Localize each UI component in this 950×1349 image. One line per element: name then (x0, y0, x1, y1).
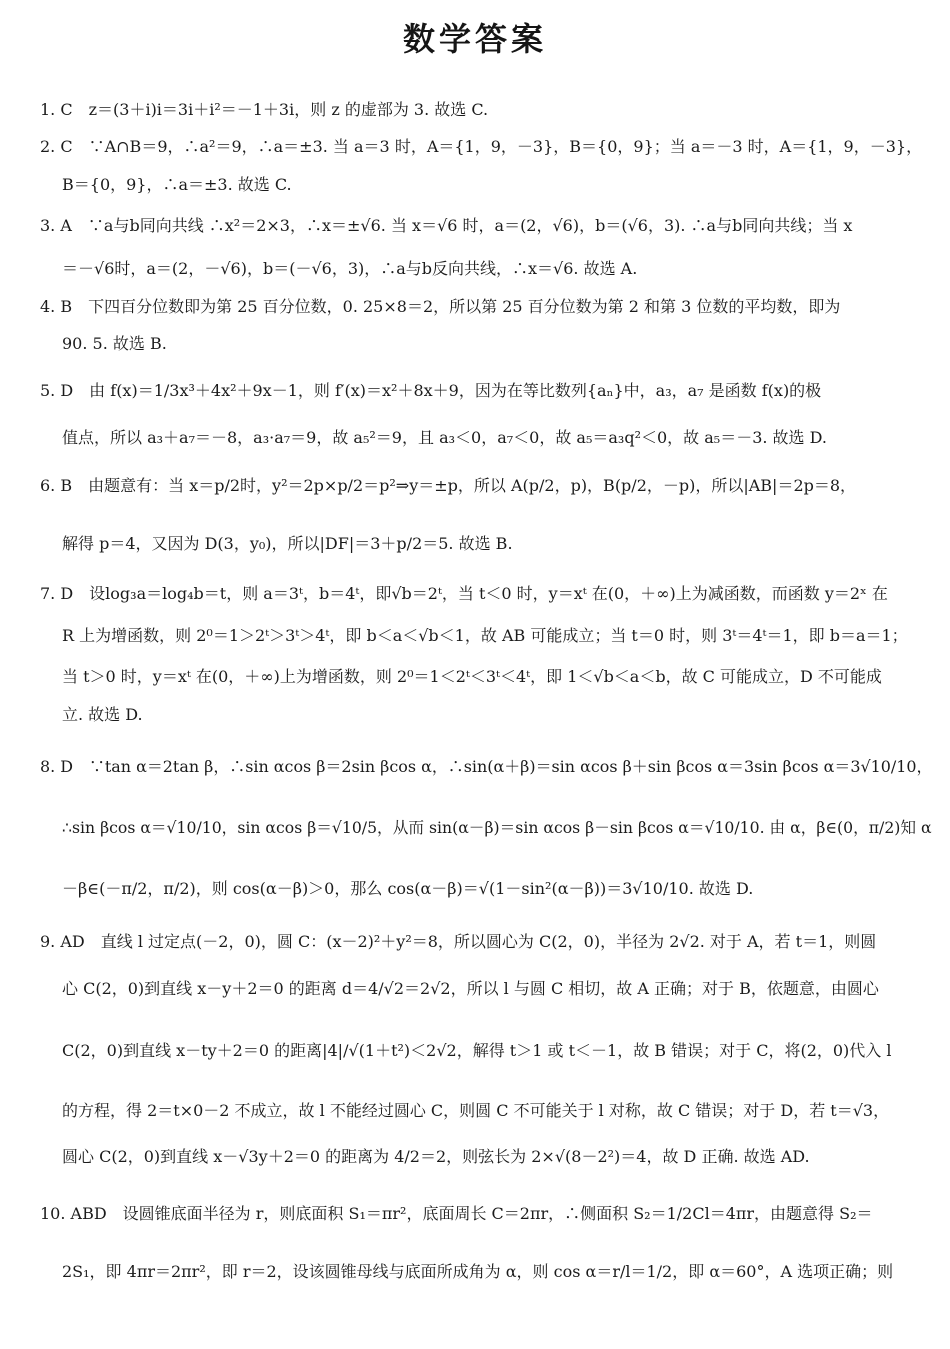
answer-3-line-2: ＝－√6时，a＝(2，－√6)，b＝(－√6，3)，∴a与b反向共线，∴x＝√6. 故选 A. (62, 259, 638, 278)
answer-9-line-3: C(2，0)到直线 x－ty＋2＝0 的距离|4|/√(1＋t²)＜2√2，解得 t＞1 或 t＜－1，故 B 错误；对于 C，将(2，0)代入 l (62, 1041, 892, 1060)
answer-7-line-1: 7. D 设log₃a＝log₄b＝t，则 a＝3ᵗ，b＝4ᵗ，即√b＝2ᵗ，当 t＜0 时，y＝xᵗ 在(0，＋∞)上为减函数，而函数 y＝2ˣ 在 (40, 584, 888, 603)
answer-8-line-2: ∴sin βcos α＝√10/10，sin αcos β＝√10/5，从而 sin(α－β)＝sin αcos β－sin βcos α＝√10/10. 由 α，β∈(0，π/2)知 α (62, 818, 932, 837)
answer-8-line-1: 8. D ∵tan α＝2tan β，∴sin αcos β＝2sin βcos α，∴sin(α＋β)＝sin αcos β＋sin βcos α＝3sin βcos α＝3√10/10， (40, 757, 933, 776)
answer-10-line-2: 2S₁，即 4πr＝2πr²，即 r＝2，设该圆锥母线与底面所成角为 α，则 cos α＝r/l＝1/2，即 α＝60°，A 选项正确；则 (62, 1262, 894, 1281)
answer-3-line-1: 3. A ∵a与b同向共线 ∴x²＝2×3，∴x＝±√6. 当 x＝√6 时，a＝(2，√6)，b＝(√6，3). ∴a与b同向共线；当 x (40, 216, 853, 235)
answer-2-line-1: 2. C ∵A∩B＝9，∴a²＝9，∴a＝±3. 当 a＝3 时，A＝{1，9，－3}，B＝{0，9}；当 a＝－3 时，A＝{1，9，－3}， (40, 137, 923, 156)
answer-7-line-4: 立. 故选 D. (62, 705, 143, 724)
answer-9-line-5: 圆心 C(2，0)到直线 x－√3y＋2＝0 的距离为 4/2＝2，则弦长为 2×√(8－2²)＝4，故 D 正确. 故选 AD. (62, 1147, 810, 1166)
answer-5-line-2: 值点，所以 a₃＋a₇＝－8，a₃·a₇＝9，故 a₅²＝9，且 a₃＜0，a₇＜0，故 a₅＝a₃q²＜0，故 a₅＝－3. 故选 D. (62, 428, 827, 447)
answer-1-line-1: 1. C z＝(3＋i)i＝3i＋i²＝－1＋3i，则 z 的虚部为 3. 故选 C. (40, 100, 489, 119)
answer-7-line-2: R 上为增函数，则 2⁰＝1＞2ᵗ＞3ᵗ＞4ᵗ，即 b＜a＜√b＜1，故 AB 可能成立；当 t＝0 时，则 3ᵗ＝4ᵗ＝1，即 b＝a＝1； (62, 626, 908, 645)
answer-6-line-2: 解得 p＝4，又因为 D(3，y₀)，所以|DF|＝3＋p/2＝5. 故选 B. (62, 534, 513, 553)
answer-4-line-1: 4. B 下四百分位数即为第 25 百分位数，0. 25×8＝2，所以第 25 百分位数为第 2 和第 3 位数的平均数，即为 (40, 297, 841, 316)
answer-5-line-1: 5. D 由 f(x)＝1/3x³＋4x²＋9x－1，则 f′(x)＝x²＋8x＋9，因为在等比数列{aₙ}中，a₃，a₇ 是函数 f(x)的极 (40, 381, 822, 400)
answer-9-line-4: 的方程，得 2＝t×0－2 不成立，故 l 不能经过圆心 C，则圆 C 不可能关于 l 对称，故 C 错误；对于 D，若 t＝√3， (62, 1101, 890, 1120)
answer-2-line-2: B＝{0，9}，∴a＝±3. 故选 C. (62, 175, 292, 194)
answer-4-line-2: 90. 5. 故选 B. (62, 334, 167, 353)
answer-8-line-3: －β∈(－π/2，π/2)，则 cos(α－β)＞0，那么 cos(α－β)＝√(1－sin²(α－β))＝3√10/10. 故选 D. (62, 879, 754, 898)
answer-10-line-1: 10. ABD 设圆锥底面半径为 r，则底面积 S₁＝πr²，底面周长 C＝2πr，∴侧面积 S₂＝1/2Cl＝4πr，由题意得 S₂＝ (40, 1204, 873, 1223)
answer-9-line-1: 9. AD 直线 l 过定点(－2，0)，圆 C：(x－2)²＋y²＝8，所以圆心为 C(2，0)，半径为 2√2. 对于 A，若 t＝1，则圆 (40, 932, 877, 951)
page-title: 数学答案 (402, 20, 547, 58)
answer-9-line-2: 心 C(2，0)到直线 x－y＋2＝0 的距离 d＝4/√2＝2√2，所以 l 与圆 C 相切，故 A 正确；对于 B，依题意，由圆心 (62, 979, 879, 998)
answer-7-line-3: 当 t＞0 时，y＝xᵗ 在(0，＋∞)上为增函数，则 2⁰＝1＜2ᵗ＜3ᵗ＜4ᵗ，即 1＜√b＜a＜b，故 C 可能成立，D 不可能成 (62, 667, 882, 686)
answer-6-line-1: 6. B 由题意有：当 x＝p/2时，y²＝2p×p/2＝p²⇒y＝±p，所以 A(p/2，p)，B(p/2，－p)，所以|AB|＝2p＝8， (40, 476, 857, 495)
